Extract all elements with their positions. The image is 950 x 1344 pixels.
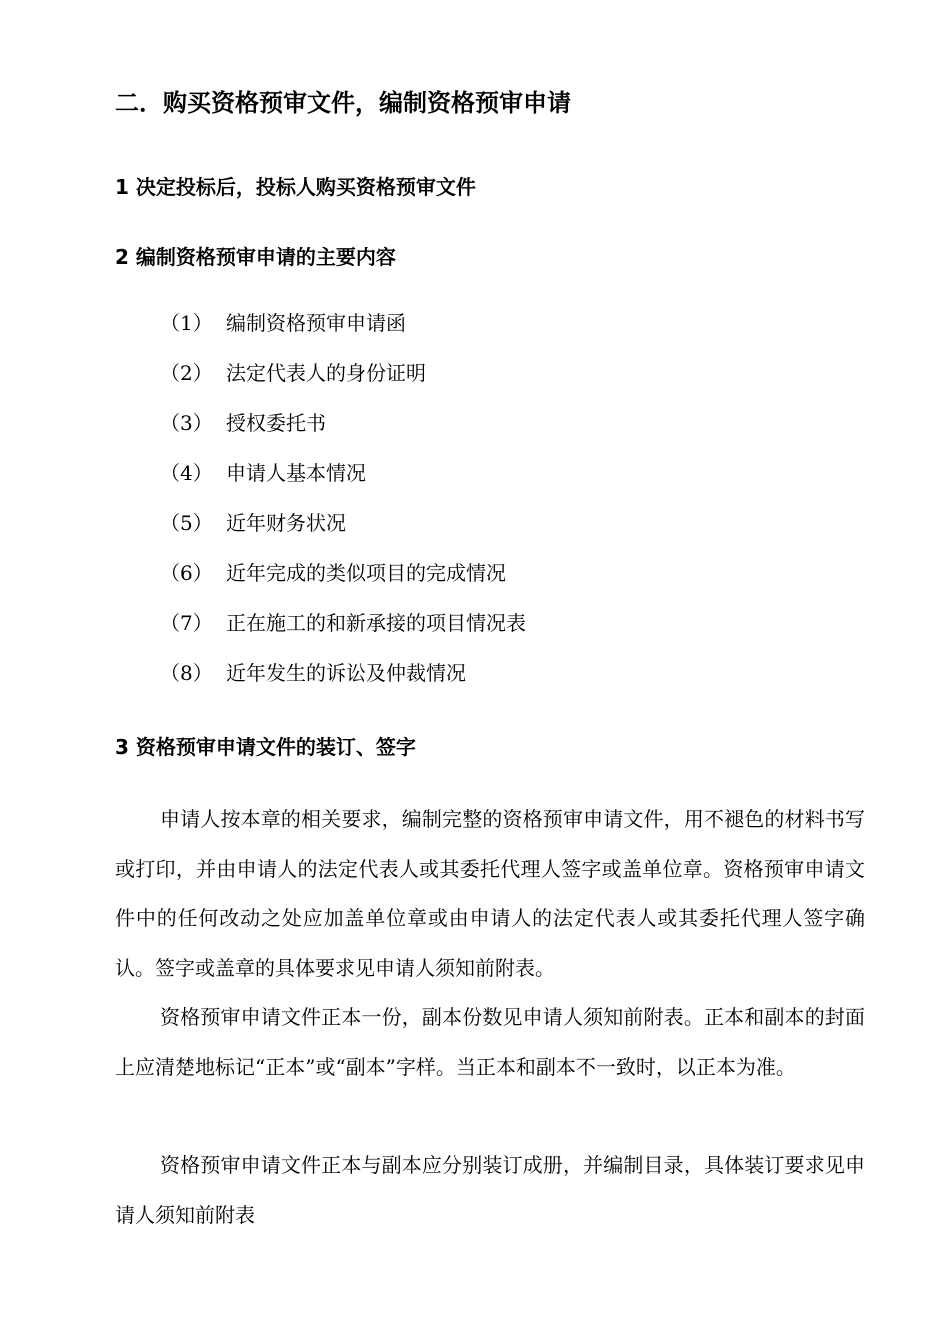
list-item — [160, 510, 526, 560]
list-item-number: （6） — [160, 561, 213, 585]
list-item-text: 近年完成的类似项目的完成情况 — [226, 561, 506, 585]
list-item-text: 法定代表人的身份证明 — [226, 361, 426, 385]
list-item — [160, 310, 526, 360]
body-paragraph: 资格预审申请文件正本与副本应分别装订成册，并编制目录，具体装订要求见申请人须知前附表 — [115, 1153, 865, 1227]
document-title: 二．购买资格预审文件，编制资格预审申请 — [115, 89, 571, 117]
list-item-text: 编制资格预审申请函 — [226, 311, 406, 335]
list-item — [160, 360, 526, 410]
list-item-number: （8） — [160, 661, 213, 685]
list-item-text: 正在施工的和新承接的项目情况表 — [226, 611, 526, 635]
list-item-number: （1） — [160, 311, 213, 335]
list-item-text: 申请人基本情况 — [226, 461, 366, 485]
list-item-number: （5） — [160, 511, 213, 535]
section-heading-1: 1 决定投标后，投标人购买资格预审文件 — [115, 175, 476, 199]
list-item — [160, 610, 526, 660]
list-item-text: 近年财务状况 — [226, 511, 346, 535]
list-item-number: （3） — [160, 411, 213, 435]
list-item-number: （7） — [160, 611, 213, 635]
list-item — [160, 460, 526, 510]
list-item-text: 授权委托书 — [226, 411, 326, 435]
list-item — [160, 660, 526, 710]
section-heading-3: 3 资格预审申请文件的装订、签字 — [115, 735, 416, 759]
list-item-number: （2） — [160, 361, 213, 385]
content-list — [160, 310, 526, 710]
list-item-text: 近年发生的诉讼及仲裁情况 — [226, 661, 466, 685]
list-item-number: （4） — [160, 461, 213, 485]
body-paragraph: 申请人按本章的相关要求，编制完整的资格预审申请文件，用不褪色的材料书写或打印，并由申请人的法定代表人或其委托代理人签字或盖单位章。资格预审申请文件中的任何改动之处应加盖单位章或由申请人的法定代表人或其委托代理人签字确认。签字或盖章的具体要求见申请人须知前附表。 — [115, 807, 865, 980]
section-heading-2: 2 编制资格预审申请的主要内容 — [115, 245, 396, 269]
list-item — [160, 410, 526, 460]
body-paragraph: 资格预审申请文件正本一份，副本份数见申请人须知前附表。正本和副本的封面上应清楚地标记“正本”或“副本”字样。当正本和副本不一致时，以正本为准。 — [115, 1005, 865, 1079]
list-item — [160, 560, 526, 610]
